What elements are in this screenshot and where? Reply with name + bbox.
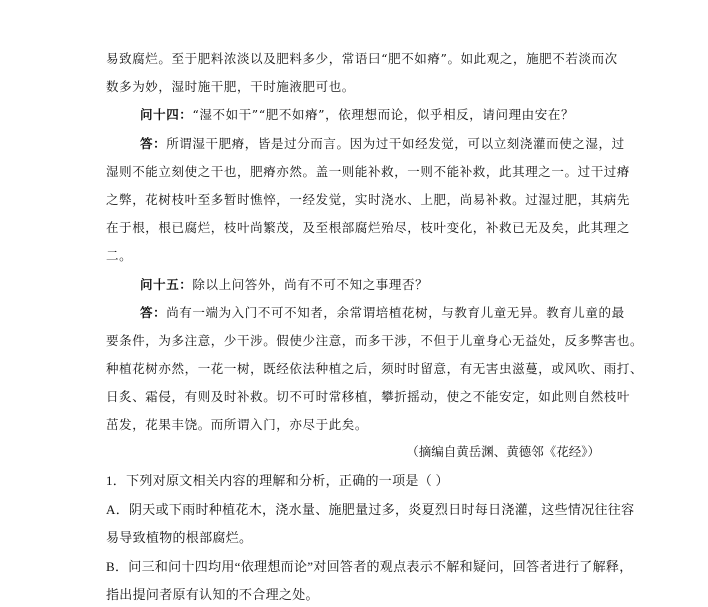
option-a-line: 易导致植物的根部腐烂。 <box>106 530 253 545</box>
option-b-line: B．问三和问十四均用“依理想而论”对回答者的观点表示不解和疑问，回答者进行了解释， <box>106 559 633 574</box>
question-15 <box>140 276 606 294</box>
answer-14-first <box>140 135 625 153</box>
answer-15-first <box>140 304 625 322</box>
answer-15-line: 要条件，为多注意，少干涉。假使少注意，而多干涉，不但于儿童身心无益处，反多弊害也。 <box>106 333 644 348</box>
answer-15-line: 种植花树亦然，一花一树，既经依法种植之后，须时时留意，有无害虫滋蔓，或风吹、雨打、 <box>106 361 644 376</box>
answer-15-text: 尚有一端为入门不可不知者，余常谓培植花树，与教育儿童无异。教育儿童的最 <box>166 305 625 320</box>
question-1-stem: 1．下列对原文相关内容的理解和分析，正确的一项是（ ） <box>106 473 449 488</box>
option-a-line: A．阴天或下雨时种植花木，浇水量、施肥量过多，炎夏烈日时每日浇灌，这些情况往往容 <box>106 502 635 517</box>
answer-14-line: 二。 <box>106 248 133 263</box>
option-b-line: 指出提问者原有认知的不合理之处。 <box>106 587 319 602</box>
question-14-label: 问十四： <box>140 107 193 122</box>
answer-15-line: 茁发，花果丰饶。而所谓入门，亦尽于此矣。 <box>106 417 369 432</box>
question-15-text: 除以上问答外，尚有不可不知之事理否？ <box>192 277 429 292</box>
answer-15-line: 日炙、霜侵，有则及时补救。切不可时常移植，攀折摇动，使之不能安定，如此则自然枝叶 <box>106 389 631 404</box>
answer-14-text: 所谓湿干肥瘠，皆是过分而言。因为过干如经发觉，可以立刻浇灌而使之湿，过 <box>166 136 625 151</box>
question-15-label: 问十五： <box>140 277 193 292</box>
passage-line: 易致腐烂。至于肥料浓淡以及肥料多少，常语曰“肥不如瘠”。如此观之，施肥不若淡而次 <box>106 51 618 66</box>
source-citation: （摘编自黄岳渊、黄德邻《花经》） <box>406 444 600 459</box>
question-14 <box>140 106 606 124</box>
answer-14-line: 湿则不能立刻使之干也，肥瘠亦然。盖一则能补救，一则不能补救，此其理之一。过干过瘠 <box>106 164 631 179</box>
answer-15-label: 答： <box>140 305 167 320</box>
answer-14-line: 在于根，根已腐烂，枝叶尚繁茂，及至根部腐烂殆尽，枝叶变化，补救已无及矣，此其理之 <box>106 220 631 235</box>
answer-14-label: 答： <box>140 136 167 151</box>
passage-line: 数多为妙，湿时施干肥，干时施液肥可也。 <box>106 79 355 94</box>
question-14-text: “湿不如干”“肥不如瘠”，依理想而论，似乎相反，请问理由安在？ <box>192 107 575 122</box>
answer-14-line: 之弊，花树枝叶至多暂时憔悴，一经发觉，实时浇水、上肥，尚易补救。过湿过肥，其病先 <box>106 192 631 207</box>
